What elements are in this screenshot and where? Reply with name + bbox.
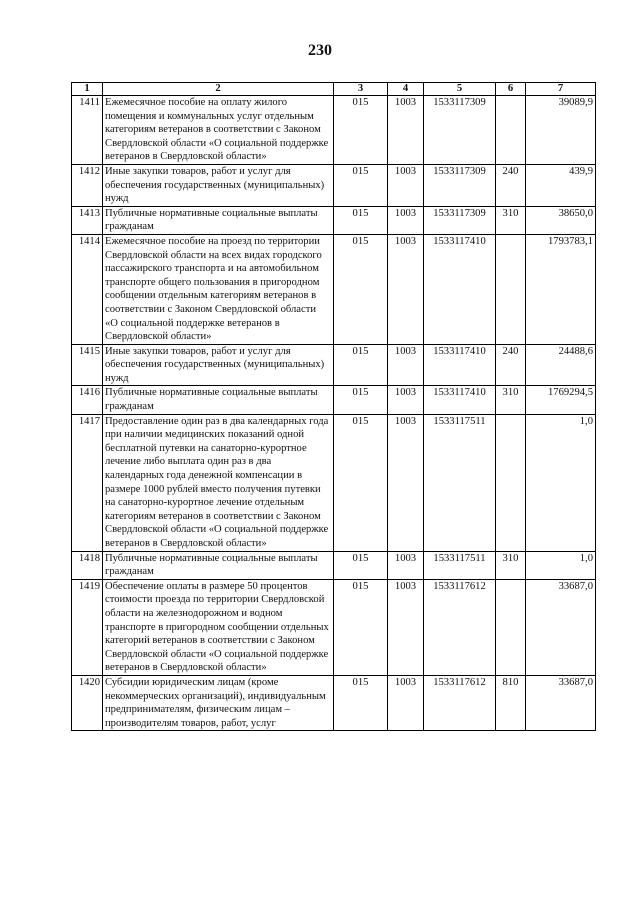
expense-type-code	[496, 96, 526, 165]
dept-code: 015	[334, 234, 388, 344]
target-code: 1533117410	[424, 234, 496, 344]
expense-type-code: 240	[496, 164, 526, 206]
expense-type-code	[496, 579, 526, 675]
table-row	[72, 386, 596, 414]
section-code: 1003	[388, 579, 424, 675]
expense-name: Публичные нормативные социальные выплаты гражданам	[103, 551, 334, 579]
column-header: 5	[424, 83, 496, 96]
table-row	[72, 675, 596, 730]
section-code: 1003	[388, 675, 424, 730]
table-row	[72, 96, 596, 165]
expense-name: Публичные нормативные социальные выплаты гражданам	[103, 206, 334, 234]
table-header-row	[72, 83, 596, 96]
expense-name: Иные закупки товаров, работ и услуг для обеспечения государственных (муниципальных) нужд	[103, 164, 334, 206]
column-header: 2	[103, 83, 334, 96]
dept-code: 015	[334, 579, 388, 675]
dept-code: 015	[334, 386, 388, 414]
column-header: 3	[334, 83, 388, 96]
line-number: 1420	[72, 675, 103, 730]
amount: 1793783,1	[526, 234, 596, 344]
target-code: 1533117309	[424, 164, 496, 206]
amount: 1,0	[526, 414, 596, 551]
dept-code: 015	[334, 164, 388, 206]
dept-code: 015	[334, 206, 388, 234]
amount: 33687,0	[526, 579, 596, 675]
expense-type-code: 310	[496, 551, 526, 579]
amount: 33687,0	[526, 675, 596, 730]
amount: 1769294,5	[526, 386, 596, 414]
section-code: 1003	[388, 551, 424, 579]
line-number: 1413	[72, 206, 103, 234]
section-code: 1003	[388, 206, 424, 234]
line-number: 1419	[72, 579, 103, 675]
expense-type-code: 240	[496, 344, 526, 386]
line-number: 1415	[72, 344, 103, 386]
section-code: 1003	[388, 96, 424, 165]
table-row	[72, 579, 596, 675]
line-number: 1411	[72, 96, 103, 165]
table-row	[72, 414, 596, 551]
expense-type-code: 810	[496, 675, 526, 730]
column-header: 4	[388, 83, 424, 96]
expense-name: Публичные нормативные социальные выплаты гражданам	[103, 386, 334, 414]
table-row	[72, 164, 596, 206]
section-code: 1003	[388, 344, 424, 386]
target-code: 1533117309	[424, 96, 496, 165]
target-code: 1533117410	[424, 344, 496, 386]
expense-name: Ежемесячное пособие на проезд по территории Свердловской области на всех видах городского пассажирского транспорта и на автомобильном транспорте общего пользования в пригородном сообщении отдельным категориям ветеранов в соответствии с Законом Свердловской области «О социальной поддержке ветеранов в Свердловской области»	[103, 234, 334, 344]
target-code: 1533117309	[424, 206, 496, 234]
budget-table	[71, 82, 596, 731]
section-code: 1003	[388, 386, 424, 414]
expense-name: Ежемесячное пособие на оплату жилого помещения и коммунальных услуг отдельным категориям ветеранов в соответствии с Законом Свердловской области «О социальной поддержке ветеранов в Свердловской области»	[103, 96, 334, 165]
dept-code: 015	[334, 414, 388, 551]
line-number: 1417	[72, 414, 103, 551]
section-code: 1003	[388, 164, 424, 206]
expense-type-code: 310	[496, 206, 526, 234]
column-header: 6	[496, 83, 526, 96]
line-number: 1416	[72, 386, 103, 414]
target-code: 1533117612	[424, 579, 496, 675]
expense-name: Субсидии юридическим лицам (кроме некоммерческих организаций), индивидуальным предпринимателям, физическим лицам – производителям товаров, работ, услуг	[103, 675, 334, 730]
dept-code: 015	[334, 96, 388, 165]
line-number: 1414	[72, 234, 103, 344]
page-number: 230	[308, 42, 332, 59]
expense-type-code	[496, 414, 526, 551]
amount: 38650,0	[526, 206, 596, 234]
dept-code: 015	[334, 551, 388, 579]
expense-name: Предоставление один раз в два календарных года при наличии медицинских показаний одной бесплатной путевки на санаторно-курортное лечение либо выплата один раз в два календарных года денежной компенсации в размере 1000 рублей вместо получения путевки на санаторно-курортное лечение отдельным категориям ветеранов в соответствии с Законом Свердловской области «О социальной поддержке ветеранов в Свердловской области»	[103, 414, 334, 551]
target-code: 1533117612	[424, 675, 496, 730]
section-code: 1003	[388, 234, 424, 344]
amount: 439,9	[526, 164, 596, 206]
table-row	[72, 206, 596, 234]
line-number: 1418	[72, 551, 103, 579]
target-code: 1533117511	[424, 551, 496, 579]
expense-type-code: 310	[496, 386, 526, 414]
table-row	[72, 344, 596, 386]
dept-code: 015	[334, 344, 388, 386]
amount: 1,0	[526, 551, 596, 579]
amount: 24488,6	[526, 344, 596, 386]
column-header: 1	[72, 83, 103, 96]
expense-name: Иные закупки товаров, работ и услуг для обеспечения государственных (муниципальных) нужд	[103, 344, 334, 386]
expense-type-code	[496, 234, 526, 344]
table-row	[72, 234, 596, 344]
amount: 39089,9	[526, 96, 596, 165]
dept-code: 015	[334, 675, 388, 730]
line-number: 1412	[72, 164, 103, 206]
target-code: 1533117410	[424, 386, 496, 414]
target-code: 1533117511	[424, 414, 496, 551]
column-header: 7	[526, 83, 596, 96]
expense-name: Обеспечение оплаты в размере 50 процентов стоимости проезда по территории Свердловской области на железнодорожном и водном транспорте в пригородном сообщении отдельных категорий ветеранов в соответствии с Законом Свердловской области «О социальной поддержке ветеранов в Свердловской области»	[103, 579, 334, 675]
section-code: 1003	[388, 414, 424, 551]
table-row	[72, 551, 596, 579]
